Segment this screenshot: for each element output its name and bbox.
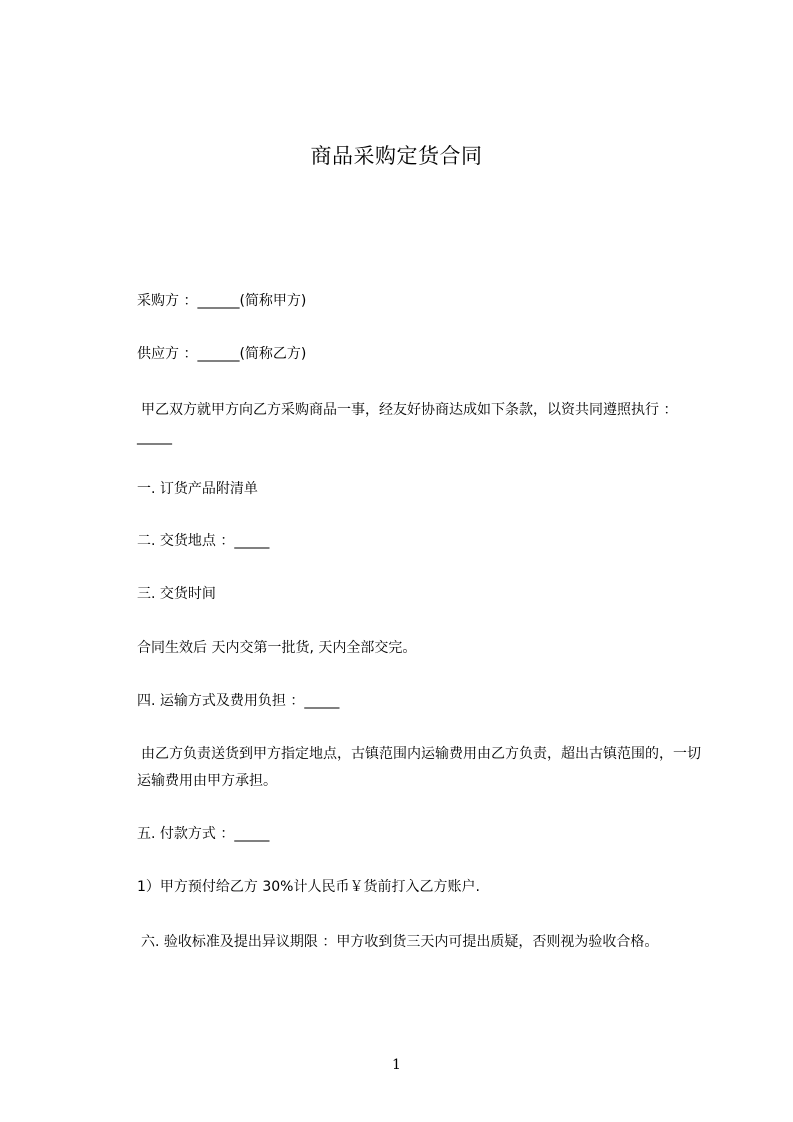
section-5-item-1: 1）甲方预付给乙方 30%计人民币￥货前打入乙方账户.: [137, 879, 480, 895]
page-number: 1: [392, 1057, 401, 1073]
section-3-heading: 三. 交货时间: [137, 586, 216, 602]
buyer-line: 采购方 ：______(简称甲方): [137, 293, 307, 309]
document-title: 商品采购定货合同: [310, 144, 483, 168]
preamble-paragraph: 甲乙双方就甲方向乙方采购商品一事，经友好协商达成如下条款，以资共同遵照执行 ：_____: [137, 402, 678, 445]
section-1-heading: 一. 订货产品附清单: [137, 481, 258, 497]
section-4-paragraph: 由乙方负责送货到甲方指定地点，古镇范围内运输费用由乙方负责，超出古镇范围的，一切运输费用由甲方承担。: [137, 746, 701, 789]
supplier-line: 供应方 ：______(简称乙方): [137, 346, 307, 362]
section-5-heading: 五. 付款方式 ：_____: [137, 826, 270, 842]
section-6-paragraph: 六. 验收标准及提出异议期限 ：甲方收到货三天内可提出质疑，否则视为验收合格。: [141, 934, 659, 950]
section-3-text: 合同生效后 天内交第一批货, 天内全部交完。: [137, 640, 417, 656]
section-4-heading: 四. 运输方式及费用负担 ：_____: [137, 693, 340, 709]
section-2-heading: 二. 交货地点 ：_____: [137, 533, 270, 549]
